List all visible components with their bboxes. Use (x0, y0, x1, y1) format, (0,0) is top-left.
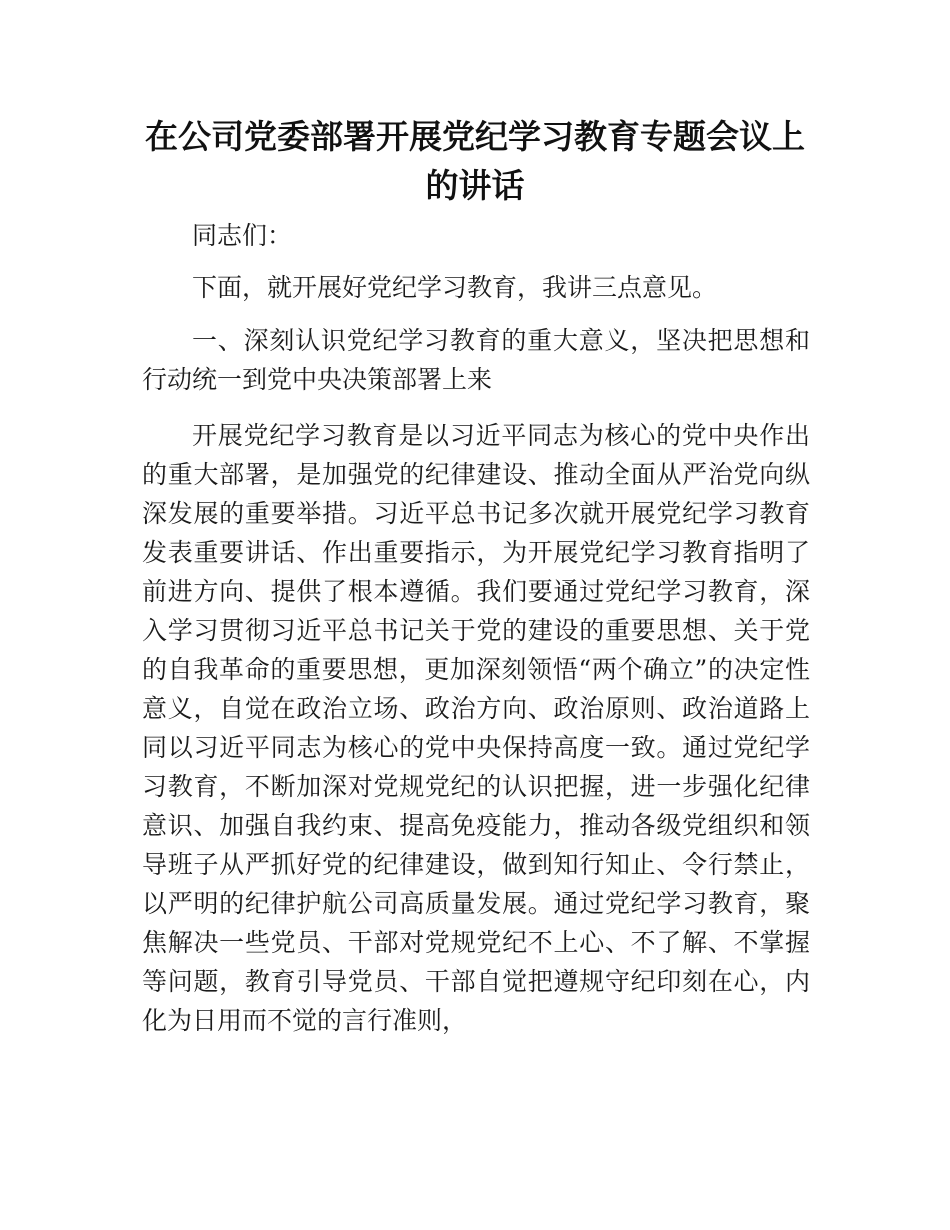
document-title: 在公司党委部署开展党纪学习教育专题会议上的讲话 (145, 117, 805, 205)
body-paragraph-1: 开展党纪学习教育是以习近平同志为核心的党中央作出的重大部署，是加强党的纪律建设、推动全面从严治党向纵深发展的重要举措。习近平总书记多次就开展党纪学习教育发表重要讲话、作出重要指示，为开展党纪学习教育指明了前进方向、提供了根本遵循。我们要通过党纪学习教育，深入学习贯彻习近平总书记关于党的建设的重要思想、关于党的自我革命的重要思想，更加深刻领悟“两个确立”的决定性意义，自觉在政治立场、政治方向、政治原则、政治道路上同以习近平同志为核心的党中央保持高度一致。通过党纪学习教育，不断加深对党规党纪的认识把握，进一步强化纪律意识、加强自我约束、提高免疫能力，推动各级党组织和领导班子从严抓好党的纪律建设，做到知行知止、令行禁止，以严明的纪律护航公司高质量发展。通过党纪学习教育，聚焦解决一些党员、干部对党规党纪不上心、不了解、不掌握等问题，教育引导党员、干部自觉把遵规守纪印刻在心，内化为日用而不觉的言行准则， (142, 421, 810, 1035)
greeting: 同志们： (192, 221, 293, 250)
intro-paragraph: 下面，就开展好党纪学习教育，我讲三点意见。 (192, 273, 718, 302)
section-heading-1: 一、深刻认识党纪学习教育的重大意义，坚决把思想和行动统一到党中央决策部署上来 (142, 326, 810, 394)
